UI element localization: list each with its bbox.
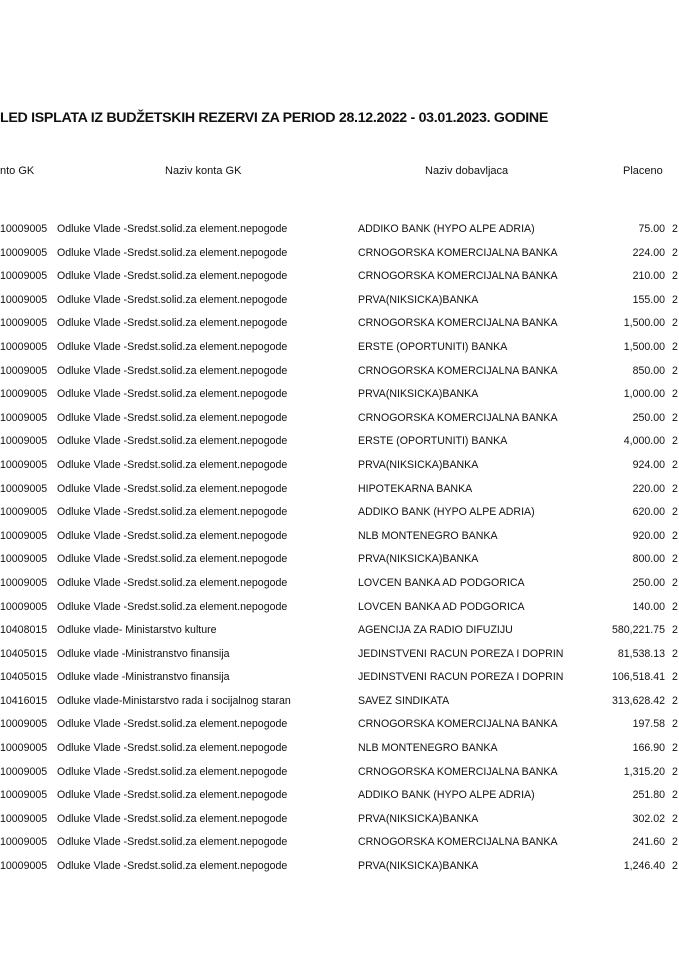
table-row	[0, 455, 679, 479]
cell-datum: 2	[672, 694, 678, 707]
cell-placeno: 220.00	[632, 482, 665, 495]
cell-datum: 2	[672, 718, 678, 731]
cell-datum: 2	[672, 553, 678, 566]
table-row	[0, 408, 679, 432]
cell-konto: 10009005	[0, 340, 48, 353]
cell-naziv-konta: Odluke Vlade -Sredst.solid.za element.nepogode	[57, 435, 288, 448]
table-row	[0, 266, 679, 290]
cell-naziv-konta: Odluke Vlade -Sredst.solid.za element.nepogode	[57, 789, 288, 802]
cell-dobavljac: CRNOGORSKA KOMERCIJALNA BANKA	[358, 246, 558, 259]
cell-naziv-konta: Odluke Vlade -Sredst.solid.za element.nepogode	[57, 411, 288, 424]
cell-placeno: 106,518.41	[611, 671, 665, 684]
cell-dobavljac: CRNOGORSKA KOMERCIJALNA BANKA	[358, 364, 558, 377]
cell-dobavljac: CRNOGORSKA KOMERCIJALNA BANKA	[358, 765, 558, 778]
cell-datum: 2	[672, 647, 678, 660]
table-row	[0, 337, 679, 361]
table-row	[0, 597, 679, 621]
cell-placeno: 924.00	[632, 458, 665, 471]
cell-datum: 2	[672, 340, 678, 353]
cell-placeno: 250.00	[632, 411, 665, 424]
cell-konto: 10009005	[0, 458, 48, 471]
cell-dobavljac: PRVA(NIKSICKA)BANKA	[358, 388, 479, 401]
cell-datum: 2	[672, 789, 678, 802]
cell-dobavljac: JEDINSTVENI RACUN POREZA I DOPRIN	[358, 647, 564, 660]
cell-dobavljac: LOVCEN BANKA AD PODGORICA	[358, 600, 525, 613]
table-row	[0, 856, 679, 880]
cell-konto: 10009005	[0, 576, 48, 589]
cell-dobavljac: PRVA(NIKSICKA)BANKA	[358, 860, 479, 873]
cell-datum: 2	[672, 529, 678, 542]
cell-dobavljac: ERSTE (OPORTUNITI) BANKA	[358, 340, 508, 353]
cell-datum: 2	[672, 624, 678, 637]
table-row	[0, 667, 679, 691]
cell-dobavljac: PRVA(NIKSICKA)BANKA	[358, 553, 479, 566]
cell-dobavljac: HIPOTEKARNA BANKA	[358, 482, 473, 495]
cell-datum: 2	[672, 765, 678, 778]
table-row	[0, 738, 679, 762]
table-row	[0, 502, 679, 526]
cell-dobavljac: NLB MONTENEGRO BANKA	[358, 742, 498, 755]
cell-placeno: 166.90	[632, 742, 665, 755]
table-row	[0, 832, 679, 856]
cell-datum: 2	[672, 671, 678, 684]
cell-dobavljac: ADDIKO BANK (HYPO ALPE ADRIA)	[358, 223, 535, 235]
cell-konto: 10009005	[0, 223, 48, 235]
cell-naziv-konta: Odluke Vlade -Sredst.solid.za element.nepogode	[57, 812, 288, 825]
cell-datum: 2	[672, 836, 678, 849]
cell-naziv-konta: Odluke Vlade -Sredst.solid.za element.nepogode	[57, 742, 288, 755]
cell-naziv-konta: Odluke Vlade -Sredst.solid.za element.nepogode	[57, 576, 288, 589]
cell-konto: 10009005	[0, 246, 48, 259]
cell-naziv-konta: Odluke Vlade -Sredst.solid.za element.nepogode	[57, 482, 288, 495]
cell-datum: 2	[672, 411, 678, 424]
cell-placeno: 1,500.00	[623, 317, 665, 330]
cell-konto: 10009005	[0, 411, 48, 424]
cell-konto: 10009005	[0, 364, 48, 377]
cell-dobavljac: ADDIKO BANK (HYPO ALPE ADRIA)	[358, 506, 535, 519]
cell-konto: 10009005	[0, 789, 48, 802]
cell-konto: 10009005	[0, 506, 48, 519]
cell-datum: 2	[672, 293, 678, 306]
cell-datum: 2	[672, 364, 678, 377]
cell-dobavljac: CRNOGORSKA KOMERCIJALNA BANKA	[358, 317, 558, 330]
cell-dobavljac: PRVA(NIKSICKA)BANKA	[358, 293, 479, 306]
header-naziv-dobavljaca: Naziv dobavljaca	[425, 165, 509, 177]
cell-placeno: 920.00	[632, 529, 665, 542]
cell-naziv-konta: Odluke Vlade -Sredst.solid.za element.nepogode	[57, 270, 288, 283]
table-row	[0, 243, 679, 267]
cell-konto: 10009005	[0, 293, 48, 306]
table-row	[0, 714, 679, 738]
cell-konto: 10009005	[0, 553, 48, 566]
cell-dobavljac: AGENCIJA ZA RADIO DIFUZIJU	[358, 624, 513, 637]
cell-naziv-konta: Odluke Vlade -Sredst.solid.za element.nepogode	[57, 506, 288, 519]
cell-datum: 2	[672, 576, 678, 589]
cell-placeno: 155.00	[632, 293, 665, 306]
cell-naziv-konta: Odluke Vlade -Sredst.solid.za element.nepogode	[57, 600, 288, 613]
cell-dobavljac: JEDINSTVENI RACUN POREZA I DOPRIN	[358, 671, 564, 684]
cell-konto: 10009005	[0, 860, 48, 873]
cell-naziv-konta: Odluke Vlade -Sredst.solid.za element.nepogode	[57, 293, 288, 306]
cell-konto: 10009005	[0, 812, 48, 825]
cell-dobavljac: ADDIKO BANK (HYPO ALPE ADRIA)	[358, 789, 535, 802]
cell-dobavljac: PRVA(NIKSICKA)BANKA	[358, 458, 479, 471]
cell-placeno: 140.00	[632, 600, 665, 613]
cell-konto: 10009005	[0, 600, 48, 613]
cell-placeno: 580,221.75	[611, 624, 665, 637]
cell-placeno: 250.00	[632, 576, 665, 589]
cell-naziv-konta: Odluke Vlade -Sredst.solid.za element.nepogode	[57, 836, 288, 849]
cell-placeno: 75.00	[638, 223, 665, 235]
cell-placeno: 1,315.20	[623, 765, 665, 778]
table-row	[0, 644, 679, 668]
cell-naziv-konta: Odluke Vlade -Sredst.solid.za element.nepogode	[57, 529, 288, 542]
cell-placeno: 800.00	[632, 553, 665, 566]
cell-naziv-konta: Odluke vlade -Ministranstvo finansija	[57, 647, 230, 660]
cell-placeno: 210.00	[632, 270, 665, 283]
cell-naziv-konta: Odluke Vlade -Sredst.solid.za element.nepogode	[57, 765, 288, 778]
cell-naziv-konta: Odluke Vlade -Sredst.solid.za element.nepogode	[57, 718, 288, 731]
cell-konto: 10009005	[0, 270, 48, 283]
cell-datum: 2	[672, 600, 678, 613]
table-row	[0, 219, 679, 243]
cell-datum: 2	[672, 246, 678, 259]
table-row	[0, 526, 679, 550]
cell-datum: 2	[672, 435, 678, 448]
table-row	[0, 431, 679, 455]
cell-placeno: 302.02	[632, 812, 665, 825]
table-row	[0, 691, 679, 715]
cell-placeno: 1,500.00	[623, 340, 665, 353]
cell-naziv-konta: Odluke vlade- Ministarstvo kulture	[57, 624, 217, 637]
cell-naziv-konta: Odluke Vlade -Sredst.solid.za element.nepogode	[57, 223, 288, 235]
cell-konto: 10009005	[0, 388, 48, 401]
cell-placeno: 241.60	[632, 836, 665, 849]
header-naziv-konta: Naziv konta GK	[165, 165, 242, 177]
cell-datum: 2	[672, 742, 678, 755]
header-placeno: Placeno	[623, 165, 663, 177]
table-row	[0, 549, 679, 573]
cell-konto: 10408015	[0, 624, 48, 637]
cell-konto: 10009005	[0, 742, 48, 755]
table-row	[0, 785, 679, 809]
cell-placeno: 251.80	[632, 789, 665, 802]
cell-placeno: 313,628.42	[611, 694, 665, 707]
table-row	[0, 290, 679, 314]
cell-konto: 10405015	[0, 671, 48, 684]
cell-dobavljac: CRNOGORSKA KOMERCIJALNA BANKA	[358, 411, 558, 424]
cell-dobavljac: NLB MONTENEGRO BANKA	[358, 529, 498, 542]
cell-placeno: 4,000.00	[623, 435, 665, 448]
cell-konto: 10009005	[0, 482, 48, 495]
table-row	[0, 313, 679, 337]
cell-naziv-konta: Odluke Vlade -Sredst.solid.za element.nepogode	[57, 458, 288, 471]
cell-datum: 2	[672, 388, 678, 401]
cell-dobavljac: LOVCEN BANKA AD PODGORICA	[358, 576, 525, 589]
cell-naziv-konta: Odluke Vlade -Sredst.solid.za element.nepogode	[57, 317, 288, 330]
cell-datum: 2	[672, 482, 678, 495]
cell-datum: 2	[672, 812, 678, 825]
cell-konto: 10009005	[0, 765, 48, 778]
cell-naziv-konta: Odluke Vlade -Sredst.solid.za element.nepogode	[57, 364, 288, 377]
cell-konto: 10009005	[0, 836, 48, 849]
cell-naziv-konta: Odluke vlade -Ministranstvo finansija	[57, 671, 230, 684]
cell-konto: 10009005	[0, 317, 48, 330]
table-row	[0, 762, 679, 786]
cell-naziv-konta: Odluke vlade-Ministarstvo rada i socijalnog staran	[57, 694, 291, 707]
cell-naziv-konta: Odluke Vlade -Sredst.solid.za element.nepogode	[57, 388, 288, 401]
cell-dobavljac: CRNOGORSKA KOMERCIJALNA BANKA	[358, 270, 558, 283]
cell-placeno: 620.00	[632, 506, 665, 519]
table-row	[0, 361, 679, 385]
table-row	[0, 479, 679, 503]
cell-dobavljac: PRVA(NIKSICKA)BANKA	[358, 812, 479, 825]
cell-datum: 2	[672, 317, 678, 330]
cell-konto: 10009005	[0, 435, 48, 448]
cell-naziv-konta: Odluke Vlade -Sredst.solid.za element.nepogode	[57, 860, 288, 873]
table-row	[0, 384, 679, 408]
cell-dobavljac: CRNOGORSKA KOMERCIJALNA BANKA	[358, 718, 558, 731]
cell-konto: 10009005	[0, 718, 48, 731]
cell-naziv-konta: Odluke Vlade -Sredst.solid.za element.nepogode	[57, 553, 288, 566]
cell-placeno: 81,538.13	[617, 647, 665, 660]
table-row	[0, 620, 679, 644]
cell-konto: 10009005	[0, 529, 48, 542]
cell-datum: 2	[672, 458, 678, 471]
cell-naziv-konta: Odluke Vlade -Sredst.solid.za element.nepogode	[57, 246, 288, 259]
cell-naziv-konta: Odluke Vlade -Sredst.solid.za element.nepogode	[57, 340, 288, 353]
table-row	[0, 809, 679, 833]
payments-table	[0, 219, 679, 880]
cell-datum: 2	[672, 270, 678, 283]
cell-placeno: 197.58	[632, 718, 665, 731]
cell-dobavljac: SAVEZ SINDIKATA	[358, 694, 450, 707]
cell-placeno: 1,000.00	[623, 388, 665, 401]
cell-datum: 2	[672, 223, 678, 235]
cell-dobavljac: CRNOGORSKA KOMERCIJALNA BANKA	[358, 836, 558, 849]
cell-dobavljac: ERSTE (OPORTUNITI) BANKA	[358, 435, 508, 448]
cell-datum: 2	[672, 860, 678, 873]
cell-placeno: 850.00	[632, 364, 665, 377]
cell-konto: 10416015	[0, 694, 48, 707]
document-title: LED ISPLATA IZ BUDŽETSKIH REZERVI ZA PERIOD 28.12.2022 - 03.01.2023. GODINE	[0, 110, 549, 126]
cell-placeno: 224.00	[632, 246, 665, 259]
header-konto-gk: nto GK	[0, 165, 35, 177]
cell-konto: 10405015	[0, 647, 48, 660]
cell-placeno: 1,246.40	[623, 860, 665, 873]
cell-datum: 2	[672, 506, 678, 519]
table-row	[0, 573, 679, 597]
